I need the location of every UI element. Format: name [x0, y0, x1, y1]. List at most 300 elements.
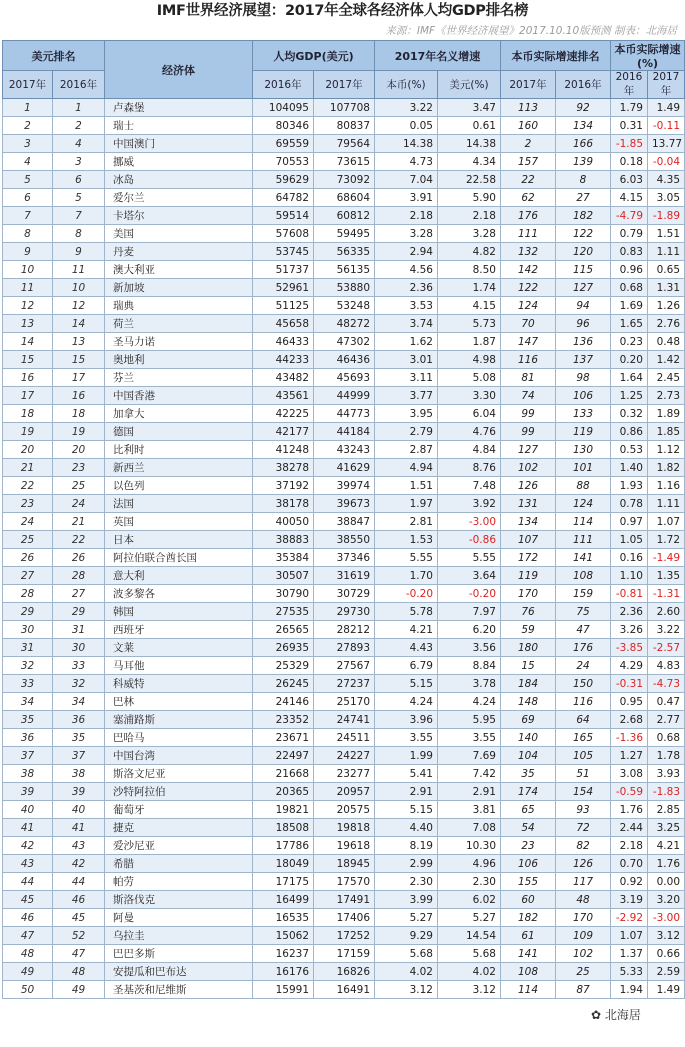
header-economy: 经济体 — [105, 41, 253, 99]
cell-economy: 巴哈马 — [105, 729, 253, 747]
cell-nominal-local: 3.12 — [375, 981, 438, 999]
table-row — [3, 423, 685, 441]
table-row — [3, 369, 685, 387]
table-body — [3, 99, 685, 999]
cell-nominal-usd: -3.00 — [438, 513, 501, 531]
cell-real-2017: 1.76 — [648, 855, 685, 873]
cell-nominal-usd: 3.92 — [438, 495, 501, 513]
subheader-gdp-2016: 2016年 — [253, 71, 314, 99]
cell-economy: 帕劳 — [105, 873, 253, 891]
cell-realrank-2016: 150 — [556, 675, 611, 693]
subheader-nominal-usd: 美元(%) — [438, 71, 501, 99]
cell-real-2017: 2.59 — [648, 963, 685, 981]
cell-rank-2017: 46 — [3, 909, 53, 927]
cell-rank-2016: 34 — [53, 693, 105, 711]
cell-realrank-2017: 176 — [501, 207, 556, 225]
cell-realrank-2017: 119 — [501, 567, 556, 585]
cell-rank-2016: 13 — [53, 333, 105, 351]
table-row — [3, 117, 685, 135]
cell-gdp-2017: 17252 — [314, 927, 375, 945]
cell-rank-2016: 41 — [53, 819, 105, 837]
table-row — [3, 981, 685, 999]
cell-gdp-2016: 44233 — [253, 351, 314, 369]
cell-gdp-2016: 51125 — [253, 297, 314, 315]
cell-realrank-2017: 62 — [501, 189, 556, 207]
cell-rank-2017: 37 — [3, 747, 53, 765]
cell-real-2016: 3.08 — [611, 765, 648, 783]
cell-nominal-usd: 3.12 — [438, 981, 501, 999]
cell-real-2017: -4.73 — [648, 675, 685, 693]
cell-realrank-2017: 60 — [501, 891, 556, 909]
cell-realrank-2017: 147 — [501, 333, 556, 351]
header-gdp: 人均GDP(美元) — [253, 41, 375, 71]
cell-realrank-2017: 142 — [501, 261, 556, 279]
cell-rank-2017: 13 — [3, 315, 53, 333]
cell-nominal-local: 5.15 — [375, 675, 438, 693]
subheader-rank-2016: 2016年 — [53, 71, 105, 99]
cell-gdp-2017: 48272 — [314, 315, 375, 333]
cell-real-2016: 0.18 — [611, 153, 648, 171]
table-row — [3, 549, 685, 567]
cell-real-2016: 2.36 — [611, 603, 648, 621]
cell-realrank-2016: 165 — [556, 729, 611, 747]
cell-rank-2017: 2 — [3, 117, 53, 135]
header-rank: 美元排名 — [3, 41, 105, 71]
cell-nominal-local: 2.91 — [375, 783, 438, 801]
cell-realrank-2016: 25 — [556, 963, 611, 981]
cell-nominal-usd: 5.73 — [438, 315, 501, 333]
cell-economy: 捷克 — [105, 819, 253, 837]
cell-gdp-2017: 37346 — [314, 549, 375, 567]
cell-real-2017: 4.83 — [648, 657, 685, 675]
watermark — [588, 1006, 644, 1023]
cell-realrank-2016: 124 — [556, 495, 611, 513]
cell-gdp-2017: 53880 — [314, 279, 375, 297]
cell-rank-2017: 16 — [3, 369, 53, 387]
cell-realrank-2017: 170 — [501, 585, 556, 603]
cell-real-2017: 1.35 — [648, 567, 685, 585]
cell-real-2017: 1.82 — [648, 459, 685, 477]
cell-economy: 巴巴多斯 — [105, 945, 253, 963]
cell-realrank-2017: 22 — [501, 171, 556, 189]
cell-realrank-2017: 104 — [501, 747, 556, 765]
cell-gdp-2017: 19618 — [314, 837, 375, 855]
cell-gdp-2017: 41629 — [314, 459, 375, 477]
cell-gdp-2017: 59495 — [314, 225, 375, 243]
cell-economy: 卢森堡 — [105, 99, 253, 117]
cell-rank-2016: 24 — [53, 495, 105, 513]
table-row — [3, 297, 685, 315]
cell-gdp-2016: 18508 — [253, 819, 314, 837]
cell-gdp-2017: 17570 — [314, 873, 375, 891]
cell-real-2016: 0.96 — [611, 261, 648, 279]
cell-realrank-2017: 174 — [501, 783, 556, 801]
cell-economy: 圣基茨和尼维斯 — [105, 981, 253, 999]
cell-real-2017: -1.89 — [648, 207, 685, 225]
cell-nominal-local: 2.18 — [375, 207, 438, 225]
table-row — [3, 135, 685, 153]
cell-realrank-2016: 92 — [556, 99, 611, 117]
cell-gdp-2017: 17406 — [314, 909, 375, 927]
cell-nominal-usd: 3.81 — [438, 801, 501, 819]
cell-economy: 韩国 — [105, 603, 253, 621]
cell-gdp-2017: 79564 — [314, 135, 375, 153]
cell-gdp-2016: 38278 — [253, 459, 314, 477]
cell-gdp-2016: 42225 — [253, 405, 314, 423]
cell-rank-2017: 36 — [3, 729, 53, 747]
cell-gdp-2016: 104095 — [253, 99, 314, 117]
cell-realrank-2016: 141 — [556, 549, 611, 567]
cell-realrank-2017: 2 — [501, 135, 556, 153]
cell-nominal-local: 3.53 — [375, 297, 438, 315]
cell-real-2016: 0.95 — [611, 693, 648, 711]
cell-realrank-2017: 160 — [501, 117, 556, 135]
cell-economy: 葡萄牙 — [105, 801, 253, 819]
cell-real-2016: 2.44 — [611, 819, 648, 837]
cell-rank-2017: 24 — [3, 513, 53, 531]
page-title: IMF世界经济展望：2017年全球各经济体人均GDP排名榜 — [156, 3, 529, 19]
cell-nominal-usd: 7.08 — [438, 819, 501, 837]
cell-rank-2016: 26 — [53, 549, 105, 567]
cell-nominal-local: 5.27 — [375, 909, 438, 927]
cell-realrank-2017: 132 — [501, 243, 556, 261]
cell-nominal-local: 4.40 — [375, 819, 438, 837]
cell-nominal-usd: 4.82 — [438, 243, 501, 261]
cell-nominal-usd: 1.87 — [438, 333, 501, 351]
cell-nominal-usd: 8.84 — [438, 657, 501, 675]
cell-gdp-2017: 44773 — [314, 405, 375, 423]
cell-gdp-2016: 25329 — [253, 657, 314, 675]
cell-realrank-2016: 182 — [556, 207, 611, 225]
cell-rank-2016: 22 — [53, 531, 105, 549]
cell-gdp-2017: 20957 — [314, 783, 375, 801]
table-row — [3, 531, 685, 549]
cell-realrank-2017: 126 — [501, 477, 556, 495]
cell-gdp-2016: 23671 — [253, 729, 314, 747]
cell-gdp-2016: 59514 — [253, 207, 314, 225]
cell-rank-2016: 46 — [53, 891, 105, 909]
table-row — [3, 603, 685, 621]
cell-real-2017: 2.45 — [648, 369, 685, 387]
cell-rank-2016: 6 — [53, 171, 105, 189]
cell-rank-2016: 7 — [53, 207, 105, 225]
cell-gdp-2016: 53745 — [253, 243, 314, 261]
cell-realrank-2016: 96 — [556, 315, 611, 333]
table-row — [3, 819, 685, 837]
cell-nominal-local: 6.79 — [375, 657, 438, 675]
cell-gdp-2016: 57608 — [253, 225, 314, 243]
cell-gdp-2016: 19821 — [253, 801, 314, 819]
cell-real-2016: 1.76 — [611, 801, 648, 819]
cell-gdp-2017: 45693 — [314, 369, 375, 387]
cell-real-2017: 1.11 — [648, 495, 685, 513]
cell-gdp-2017: 56135 — [314, 261, 375, 279]
cell-gdp-2017: 38847 — [314, 513, 375, 531]
cell-realrank-2017: 99 — [501, 405, 556, 423]
cell-nominal-usd: 0.61 — [438, 117, 501, 135]
header-nominal-growth: 2017年名义增速 — [375, 41, 501, 71]
cell-economy: 中国香港 — [105, 387, 253, 405]
cell-nominal-local: 5.68 — [375, 945, 438, 963]
cell-real-2016: 2.68 — [611, 711, 648, 729]
cell-realrank-2017: 81 — [501, 369, 556, 387]
cell-realrank-2017: 106 — [501, 855, 556, 873]
cell-realrank-2016: 111 — [556, 531, 611, 549]
cell-gdp-2016: 51737 — [253, 261, 314, 279]
cell-rank-2016: 11 — [53, 261, 105, 279]
cell-nominal-usd: 3.55 — [438, 729, 501, 747]
cell-economy: 瑞典 — [105, 297, 253, 315]
cell-nominal-usd: 4.96 — [438, 855, 501, 873]
table-row — [3, 891, 685, 909]
cell-realrank-2016: 170 — [556, 909, 611, 927]
cell-real-2017: 2.60 — [648, 603, 685, 621]
cell-real-2016: 1.93 — [611, 477, 648, 495]
cell-real-2017: 2.85 — [648, 801, 685, 819]
table-row — [3, 657, 685, 675]
cell-rank-2016: 49 — [53, 981, 105, 999]
cell-economy: 澳大利亚 — [105, 261, 253, 279]
cell-realrank-2016: 115 — [556, 261, 611, 279]
cell-nominal-local: 3.96 — [375, 711, 438, 729]
cell-gdp-2017: 16826 — [314, 963, 375, 981]
cell-real-2017: -2.57 — [648, 639, 685, 657]
table-row — [3, 963, 685, 981]
cell-real-2016: 1.40 — [611, 459, 648, 477]
cell-gdp-2016: 70553 — [253, 153, 314, 171]
cell-nominal-usd: 7.48 — [438, 477, 501, 495]
cell-rank-2016: 52 — [53, 927, 105, 945]
cell-real-2016: 0.31 — [611, 117, 648, 135]
cell-real-2016: -2.92 — [611, 909, 648, 927]
cell-realrank-2016: 48 — [556, 891, 611, 909]
cell-gdp-2016: 42177 — [253, 423, 314, 441]
cell-gdp-2016: 30507 — [253, 567, 314, 585]
cell-rank-2016: 25 — [53, 477, 105, 495]
cell-gdp-2017: 46436 — [314, 351, 375, 369]
cell-nominal-usd: 4.24 — [438, 693, 501, 711]
cell-gdp-2017: 73615 — [314, 153, 375, 171]
table-row — [3, 243, 685, 261]
cell-real-2016: 1.07 — [611, 927, 648, 945]
cell-nominal-local: 3.55 — [375, 729, 438, 747]
subheader-nominal-local: 本币(%) — [375, 71, 438, 99]
table-row — [3, 585, 685, 603]
cell-real-2016: -0.81 — [611, 585, 648, 603]
table-row — [3, 99, 685, 117]
cell-gdp-2016: 15062 — [253, 927, 314, 945]
cell-economy: 科威特 — [105, 675, 253, 693]
cell-realrank-2017: 54 — [501, 819, 556, 837]
cell-nominal-usd: 5.95 — [438, 711, 501, 729]
subheader-real-2017: 2017年 — [648, 71, 685, 99]
cell-gdp-2016: 30790 — [253, 585, 314, 603]
cell-economy: 斯洛文尼亚 — [105, 765, 253, 783]
table-row — [3, 693, 685, 711]
cell-rank-2017: 1 — [3, 99, 53, 117]
cell-economy: 阿拉伯联合酋长国 — [105, 549, 253, 567]
cell-gdp-2016: 18049 — [253, 855, 314, 873]
cell-rank-2016: 18 — [53, 405, 105, 423]
cell-realrank-2016: 136 — [556, 333, 611, 351]
cell-real-2016: 1.25 — [611, 387, 648, 405]
cell-gdp-2017: 43243 — [314, 441, 375, 459]
cell-real-2017: 4.35 — [648, 171, 685, 189]
cell-economy: 比利时 — [105, 441, 253, 459]
cell-realrank-2017: 113 — [501, 99, 556, 117]
cell-rank-2016: 37 — [53, 747, 105, 765]
cell-rank-2017: 19 — [3, 423, 53, 441]
subheader-rank-2017: 2017年 — [3, 71, 53, 99]
cell-realrank-2017: 23 — [501, 837, 556, 855]
cell-real-2017: 4.21 — [648, 837, 685, 855]
cell-real-2016: 1.94 — [611, 981, 648, 999]
cell-gdp-2016: 15991 — [253, 981, 314, 999]
cell-rank-2016: 5 — [53, 189, 105, 207]
cell-gdp-2016: 22497 — [253, 747, 314, 765]
cell-economy: 沙特阿拉伯 — [105, 783, 253, 801]
cell-gdp-2017: 27237 — [314, 675, 375, 693]
cell-rank-2016: 30 — [53, 639, 105, 657]
cell-gdp-2016: 59629 — [253, 171, 314, 189]
cell-realrank-2017: 99 — [501, 423, 556, 441]
cell-real-2017: 1.16 — [648, 477, 685, 495]
cell-rank-2017: 21 — [3, 459, 53, 477]
cell-gdp-2017: 68604 — [314, 189, 375, 207]
cell-realrank-2016: 159 — [556, 585, 611, 603]
cell-real-2016: 0.86 — [611, 423, 648, 441]
cell-nominal-usd: 3.78 — [438, 675, 501, 693]
cell-economy: 中国台湾 — [105, 747, 253, 765]
cell-realrank-2016: 8 — [556, 171, 611, 189]
cell-gdp-2017: 80837 — [314, 117, 375, 135]
cell-realrank-2016: 109 — [556, 927, 611, 945]
table-row — [3, 351, 685, 369]
cell-real-2016: -4.79 — [611, 207, 648, 225]
cell-nominal-local: 4.56 — [375, 261, 438, 279]
cell-realrank-2016: 75 — [556, 603, 611, 621]
cell-nominal-local: 3.74 — [375, 315, 438, 333]
cell-realrank-2016: 116 — [556, 693, 611, 711]
cell-gdp-2017: 53248 — [314, 297, 375, 315]
cell-economy: 德国 — [105, 423, 253, 441]
cell-rank-2016: 8 — [53, 225, 105, 243]
cell-economy: 芬兰 — [105, 369, 253, 387]
cell-realrank-2017: 35 — [501, 765, 556, 783]
cell-real-2016: 6.03 — [611, 171, 648, 189]
cell-rank-2017: 42 — [3, 837, 53, 855]
table-row — [3, 837, 685, 855]
cell-real-2017: 0.00 — [648, 873, 685, 891]
cell-gdp-2017: 27567 — [314, 657, 375, 675]
cell-gdp-2016: 40050 — [253, 513, 314, 531]
cell-realrank-2017: 116 — [501, 351, 556, 369]
cell-realrank-2016: 127 — [556, 279, 611, 297]
cell-gdp-2016: 17786 — [253, 837, 314, 855]
cell-realrank-2017: 134 — [501, 513, 556, 531]
cell-real-2017: 1.31 — [648, 279, 685, 297]
cell-nominal-local: 3.77 — [375, 387, 438, 405]
cell-gdp-2017: 73092 — [314, 171, 375, 189]
cell-gdp-2016: 16535 — [253, 909, 314, 927]
cell-rank-2016: 14 — [53, 315, 105, 333]
cell-realrank-2017: 172 — [501, 549, 556, 567]
cell-rank-2016: 45 — [53, 909, 105, 927]
cell-realrank-2017: 102 — [501, 459, 556, 477]
cell-rank-2016: 38 — [53, 765, 105, 783]
cell-nominal-local: 5.55 — [375, 549, 438, 567]
cell-economy: 以色列 — [105, 477, 253, 495]
cell-gdp-2017: 17491 — [314, 891, 375, 909]
table-row — [3, 459, 685, 477]
cell-real-2016: 0.83 — [611, 243, 648, 261]
cell-nominal-local: 1.53 — [375, 531, 438, 549]
cell-realrank-2016: 88 — [556, 477, 611, 495]
cell-gdp-2017: 38550 — [314, 531, 375, 549]
cell-real-2017: 1.11 — [648, 243, 685, 261]
cell-economy: 新加坡 — [105, 279, 253, 297]
cell-realrank-2016: 166 — [556, 135, 611, 153]
cell-gdp-2017: 18945 — [314, 855, 375, 873]
cell-nominal-usd: 6.20 — [438, 621, 501, 639]
cell-real-2016: 0.97 — [611, 513, 648, 531]
cell-gdp-2017: 44184 — [314, 423, 375, 441]
cell-real-2017: 0.65 — [648, 261, 685, 279]
cell-rank-2017: 45 — [3, 891, 53, 909]
cell-rank-2016: 44 — [53, 873, 105, 891]
table-row — [3, 333, 685, 351]
table-row — [3, 675, 685, 693]
cell-nominal-usd: 4.98 — [438, 351, 501, 369]
cell-realrank-2016: 176 — [556, 639, 611, 657]
cell-real-2017: -0.04 — [648, 153, 685, 171]
cell-economy: 冰岛 — [105, 171, 253, 189]
cell-gdp-2017: 24227 — [314, 747, 375, 765]
cell-real-2017: 1.07 — [648, 513, 685, 531]
cell-economy: 西班牙 — [105, 621, 253, 639]
cell-realrank-2016: 93 — [556, 801, 611, 819]
cell-rank-2016: 33 — [53, 657, 105, 675]
cell-rank-2016: 2 — [53, 117, 105, 135]
cell-rank-2017: 47 — [3, 927, 53, 945]
gdp-ranking-table — [2, 40, 685, 999]
cell-nominal-usd: 6.02 — [438, 891, 501, 909]
cell-real-2017: 2.73 — [648, 387, 685, 405]
cell-realrank-2016: 137 — [556, 351, 611, 369]
cell-nominal-usd: 2.91 — [438, 783, 501, 801]
cell-rank-2017: 10 — [3, 261, 53, 279]
cell-nominal-usd: 14.54 — [438, 927, 501, 945]
cell-economy: 波多黎各 — [105, 585, 253, 603]
cell-realrank-2016: 24 — [556, 657, 611, 675]
cell-nominal-usd: 4.15 — [438, 297, 501, 315]
cell-gdp-2017: 39673 — [314, 495, 375, 513]
cell-real-2016: 1.69 — [611, 297, 648, 315]
cell-real-2016: 3.19 — [611, 891, 648, 909]
cell-rank-2017: 44 — [3, 873, 53, 891]
cell-gdp-2017: 47302 — [314, 333, 375, 351]
cell-real-2016: 0.23 — [611, 333, 648, 351]
cell-real-2016: 0.70 — [611, 855, 648, 873]
cell-realrank-2016: 134 — [556, 117, 611, 135]
cell-gdp-2017: 20575 — [314, 801, 375, 819]
cell-rank-2016: 43 — [53, 837, 105, 855]
cell-nominal-usd: 5.27 — [438, 909, 501, 927]
cell-rank-2017: 39 — [3, 783, 53, 801]
cell-rank-2017: 30 — [3, 621, 53, 639]
cell-real-2016: -3.85 — [611, 639, 648, 657]
cell-rank-2016: 27 — [53, 585, 105, 603]
